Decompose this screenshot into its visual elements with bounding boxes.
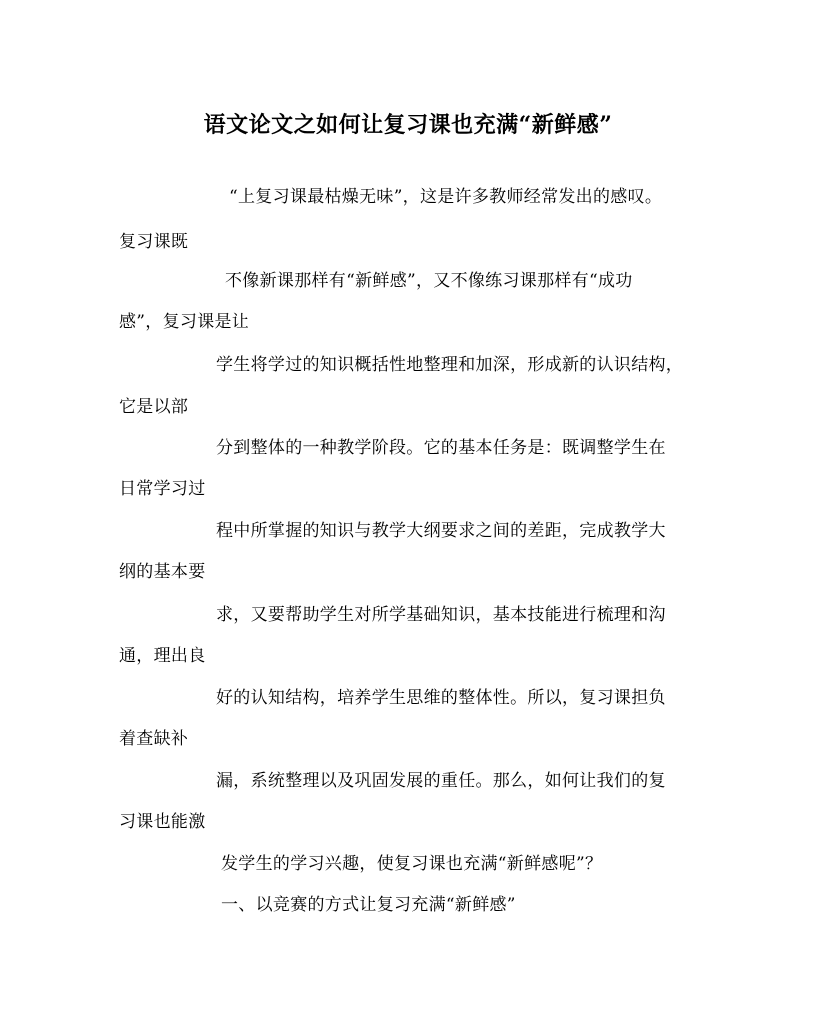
document-title: 语文论文之如何让复习课也充满“新鲜感” xyxy=(203,112,613,138)
text-line: 日常学习过 xyxy=(119,479,206,499)
text-line: 着查缺补 xyxy=(119,729,189,749)
text-line: 程中所掌握的知识与教学大纲要求之间的差距，完成教学大 xyxy=(216,521,666,541)
text-line: 好的认知结构，培养学生思维的整体性。所以，复习课担负 xyxy=(216,688,666,708)
text-line: 复习课既 xyxy=(119,232,189,252)
text-line: 学生将学过的知识概括性地整理和加深，形成新的认识结构， xyxy=(216,355,684,375)
section-heading: 一、以竞赛的方式让复习充满“新鲜感” xyxy=(221,895,516,915)
text-line: 它是以部 xyxy=(119,397,189,417)
text-line: 习课也能激 xyxy=(119,812,206,832)
text-line: 分到整体的一种教学阶段。它的基本任务是：既调整学生在 xyxy=(216,438,666,458)
text-line: 感”，复习课是让 xyxy=(119,312,250,332)
text-line: 漏，系统整理以及巩固发展的重任。那么，如何让我们的复 xyxy=(216,771,666,791)
text-line: 纲的基本要 xyxy=(119,562,206,582)
text-line: 求，又要帮助学生对所学基础知识，基本技能进行梳理和沟 xyxy=(216,605,666,625)
text-line: 发学生的学习兴趣，使复习课也充满“新鲜感呢”？ xyxy=(221,854,603,874)
text-line: 通，理出良 xyxy=(119,646,206,666)
text-line: “上复习课最枯燥无味”，这是许多教师经常发出的感叹。 xyxy=(229,187,663,207)
text-line: 不像新课那样有“新鲜感”，又不像练习课那样有“成功 xyxy=(225,271,633,291)
